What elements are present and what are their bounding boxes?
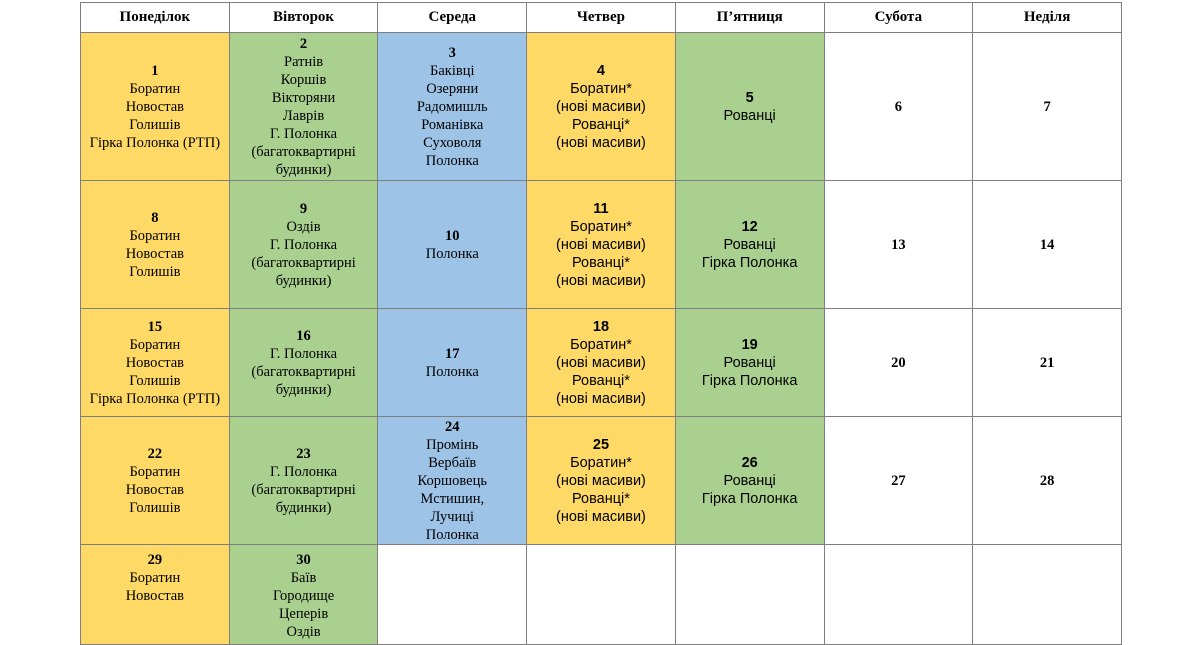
- location-line: Боратин*: [570, 454, 632, 471]
- location-line: Гірка Полонка: [701, 254, 798, 271]
- weekday-header: П’ятниця: [675, 3, 824, 33]
- schedule-calendar: [80, 2, 1122, 645]
- day-number: 9: [299, 200, 308, 217]
- location-line: Вербаїв: [428, 454, 477, 471]
- day-cell: [81, 33, 230, 181]
- location-line: Мстишин,: [420, 490, 485, 507]
- location-line: Лучиці: [430, 508, 475, 525]
- location-line: Гірка Полонка: [701, 372, 798, 389]
- day-cell: [81, 309, 230, 417]
- location-line: Гірка Полонка: [701, 490, 798, 507]
- day-cell: [229, 309, 378, 417]
- day-number: 10: [445, 227, 460, 244]
- day-number: 19: [741, 336, 758, 353]
- location-line: Коршовець: [417, 472, 487, 489]
- day-number: 13: [891, 236, 906, 253]
- location-line: Боратин*: [570, 218, 632, 235]
- day-number: 29: [147, 552, 163, 568]
- day-cell: [229, 181, 378, 309]
- weekday-header: Вівторок: [229, 3, 378, 33]
- weekday-header: Середа: [378, 3, 527, 33]
- day-cell: [527, 309, 676, 417]
- location-line: Голишів: [129, 116, 181, 133]
- day-cell: [229, 545, 378, 645]
- location-line: Гірка Полонка (РТП): [89, 390, 221, 407]
- location-line: Рованці: [723, 354, 776, 371]
- location-line: Оздів: [286, 218, 321, 235]
- day-number: 5: [745, 89, 754, 106]
- location-line: Боратин: [129, 227, 181, 244]
- location-line: Радомишль: [416, 98, 488, 115]
- location-line: Озеряни: [426, 80, 479, 97]
- week-row: [81, 309, 1122, 417]
- location-line: Рованці*: [572, 490, 630, 507]
- week-row: [81, 545, 1122, 645]
- location-line: (багатоквартирні: [251, 254, 356, 271]
- day-cell: [973, 417, 1122, 545]
- location-line: Боратин: [129, 570, 181, 586]
- location-line: (нові масиви): [556, 390, 646, 407]
- location-line: Г. Полонка: [270, 236, 338, 253]
- location-line: Полонка: [425, 245, 479, 262]
- week-row: [81, 417, 1122, 545]
- location-line: Полонка: [425, 152, 479, 169]
- location-line: Промінь: [426, 436, 479, 453]
- day-cell: [378, 545, 527, 645]
- weekday-header: Субота: [824, 3, 973, 33]
- location-line: Г. Полонка: [270, 125, 338, 142]
- location-line: Боратин*: [570, 80, 632, 97]
- location-line: Вікторяни: [271, 89, 336, 106]
- weekday-header-row: [81, 3, 1122, 33]
- day-number: 22: [147, 445, 163, 462]
- day-number: 21: [1039, 354, 1055, 371]
- day-cell: [527, 545, 676, 645]
- day-cell: [973, 181, 1122, 309]
- location-line: будинки): [275, 161, 332, 178]
- week-row: [81, 33, 1122, 181]
- day-cell: [824, 545, 973, 645]
- location-line: Цеперів: [278, 606, 329, 622]
- location-line: Г. Полонка: [270, 345, 338, 362]
- day-number: 26: [741, 454, 758, 471]
- day-number: 12: [741, 218, 758, 235]
- day-number: 16: [296, 327, 311, 344]
- day-cell: [824, 33, 973, 181]
- day-number: 23: [296, 445, 311, 462]
- location-line: (нові масиви): [556, 472, 646, 489]
- location-line: (нові масиви): [556, 272, 646, 289]
- day-number: 24: [445, 418, 460, 435]
- location-line: Городище: [272, 588, 335, 604]
- day-cell: [675, 417, 824, 545]
- day-number: 25: [592, 436, 610, 453]
- day-cell: [973, 33, 1122, 181]
- day-cell: [675, 309, 824, 417]
- location-line: Новостав: [125, 98, 184, 115]
- day-cell: [229, 417, 378, 545]
- day-cell: [973, 545, 1122, 645]
- location-line: Боратин: [129, 463, 181, 480]
- day-number: 30: [296, 552, 311, 568]
- location-line: Голишів: [129, 263, 181, 280]
- day-cell: [378, 309, 527, 417]
- calendar-body: [81, 33, 1122, 645]
- day-number: 11: [593, 200, 609, 217]
- day-cell: [527, 33, 676, 181]
- day-cell: [824, 417, 973, 545]
- location-line: Баїв: [290, 570, 317, 586]
- location-line: будинки): [275, 499, 332, 516]
- weekday-header: Понеділок: [81, 3, 230, 33]
- day-number: 27: [891, 472, 906, 489]
- location-line: (нові масиви): [556, 508, 646, 525]
- location-line: Рованці*: [572, 116, 630, 133]
- location-line: Г. Полонка: [270, 463, 338, 480]
- day-number: 28: [1039, 472, 1055, 489]
- day-cell: [81, 545, 230, 645]
- location-line: будинки): [275, 381, 332, 398]
- day-cell: [378, 33, 527, 181]
- location-line: Ратнів: [284, 53, 324, 70]
- location-line: (нові масиви): [556, 134, 646, 151]
- location-line: (нові масиви): [556, 98, 646, 115]
- location-line: Новостав: [125, 354, 184, 371]
- location-line: Гірка Полонка (РТП): [89, 134, 221, 151]
- location-line: Рованці*: [572, 254, 630, 271]
- day-cell: [675, 545, 824, 645]
- location-line: (багатоквартирні: [251, 481, 356, 498]
- location-line: Новостав: [125, 481, 184, 498]
- day-number: 7: [1043, 98, 1051, 115]
- day-number: 17: [445, 345, 460, 362]
- day-cell: [675, 181, 824, 309]
- location-line: Новостав: [125, 245, 184, 262]
- day-number: 15: [147, 318, 163, 335]
- location-line: Оздів: [286, 624, 321, 640]
- day-cell: [229, 33, 378, 181]
- location-line: Голишів: [129, 499, 181, 516]
- location-line: Боратин: [129, 336, 181, 353]
- location-line: (нові масиви): [556, 236, 646, 253]
- location-line: Рованці: [723, 107, 776, 124]
- location-line: Романівка: [421, 116, 484, 133]
- location-line: Голишів: [129, 372, 181, 389]
- location-line: будинки): [275, 272, 332, 289]
- week-row: [81, 181, 1122, 309]
- location-line: Коршів: [280, 71, 327, 88]
- day-number: 2: [299, 35, 308, 52]
- location-line: Лаврів: [282, 107, 325, 124]
- location-line: (багатоквартирні: [251, 363, 356, 380]
- day-number: 6: [894, 98, 902, 115]
- location-line: Боратин: [129, 80, 181, 97]
- day-cell: [527, 181, 676, 309]
- day-number: 4: [596, 62, 605, 79]
- day-cell: [527, 417, 676, 545]
- day-cell: [824, 309, 973, 417]
- day-number: 18: [592, 318, 610, 335]
- weekday-header: Четвер: [527, 3, 676, 33]
- location-line: (нові масиви): [556, 354, 646, 371]
- location-line: Рованці: [723, 472, 776, 489]
- location-line: (багатоквартирні: [251, 143, 356, 160]
- day-number: 14: [1039, 236, 1055, 253]
- day-number: 1: [151, 62, 159, 79]
- day-cell: [81, 417, 230, 545]
- weekday-header: Неділя: [973, 3, 1122, 33]
- day-cell: [824, 181, 973, 309]
- day-cell: [378, 181, 527, 309]
- day-cell: [81, 181, 230, 309]
- location-line: Полонка: [425, 363, 479, 380]
- location-line: Рованці: [723, 236, 776, 253]
- day-number: 20: [891, 354, 906, 371]
- location-line: Боратин*: [570, 336, 632, 353]
- day-cell: [675, 33, 824, 181]
- day-cell: [378, 417, 527, 545]
- location-line: Суховоля: [423, 134, 482, 151]
- location-line: Рованці*: [572, 372, 630, 389]
- day-cell: [973, 309, 1122, 417]
- location-line: Баківці: [430, 62, 475, 79]
- day-number: 3: [448, 44, 456, 61]
- location-line: Полонка: [425, 526, 479, 543]
- location-line: Новостав: [125, 588, 184, 604]
- day-number: 8: [151, 209, 159, 226]
